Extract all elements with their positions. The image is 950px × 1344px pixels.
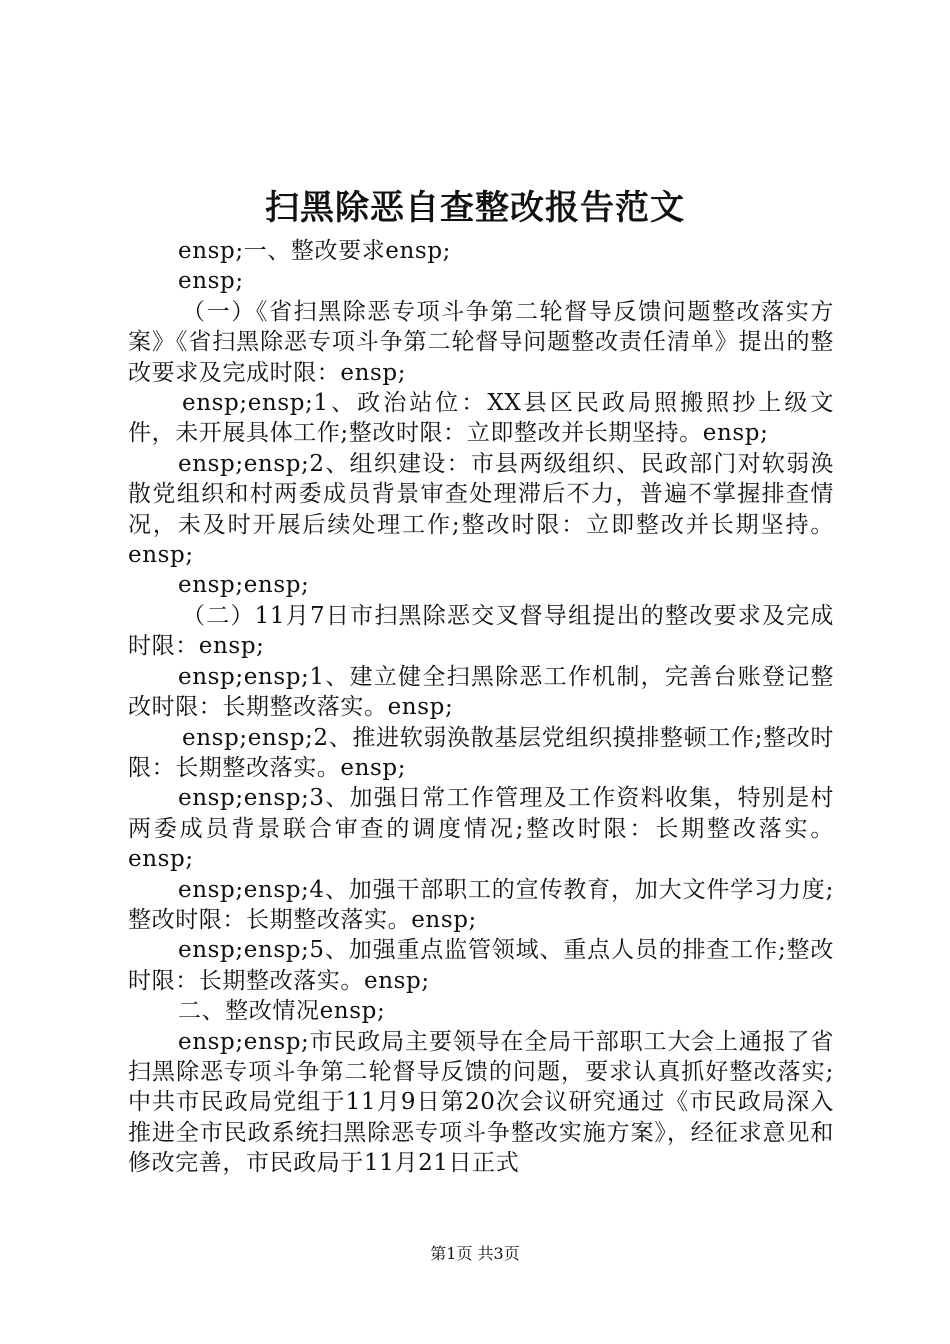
paragraph: ensp;ensp;4、加强干部职工的宣传教育，加大文件学习力度;整改时限：长期整改落实。ensp; xyxy=(128,876,834,933)
page-number-footer: 第1页 共3页 xyxy=(430,1244,520,1263)
paragraph: ensp; xyxy=(178,268,244,295)
paragraph: ensp;ensp;2、推进软弱涣散基层党组织摸排整顿工作;整改时限：长期整改落实。ensp; xyxy=(128,724,834,781)
paragraph: ensp;ensp;1、政治站位：XX县区民政局照搬照抄上级文件，未开展具体工作;整改时限：立即整改并长期坚持。ensp; xyxy=(128,390,834,447)
paragraph: ensp;一、整改要求ensp; xyxy=(178,238,451,264)
paragraph: ensp;ensp;5、加强重点监管领域、重点人员的排查工作;整改时限：长期整改落实。ensp; xyxy=(128,937,834,994)
section-heading: 二、整改情况ensp; xyxy=(178,998,386,1025)
paragraph: ensp;ensp;2、组织建设：市县两级组织、民政部门对软弱涣散党组织和村两委成员背景审查处理滞后不力，普遍不掌握排查情况，未及时开展后续处理工作;整改时限：立即整改并长期坚持。ensp; xyxy=(128,450,834,569)
paragraph: ensp;ensp;1、建立健全扫黑除恶工作机制，完善台账登记整改时限：长期整改落实。ensp; xyxy=(128,663,834,721)
document-title: 扫黑除恶自查整改报告范文 xyxy=(265,188,685,228)
paragraph: （一）《省扫黑除恶专项斗争第二轮督导反馈问题整改落实方案》《省扫黑除恶专项斗争第二轮督导问题整改责任清单》提出的整改要求及完成时限：ensp; xyxy=(128,298,834,386)
paragraph: （二）11月7日市扫黑除恶交叉督导组提出的整改要求及完成时限：ensp; xyxy=(128,602,834,660)
paragraph: ensp;ensp;3、加强日常工作管理及工作资料收集，特别是村两委成员背景联合审查的调度情况;整改时限：长期整改落实。ensp; xyxy=(128,785,834,873)
document-body xyxy=(128,236,834,1179)
paragraph: ensp;ensp; xyxy=(178,572,310,599)
paragraph: ensp;ensp;市民政局主要领导在全局干部职工大会上通报了省扫黑除恶专项斗争第二轮督导反馈的问题，要求认真抓好整改落实;中共市民政局党组于11月9日第20次会议研究通过《市民政局深入推进全市民政系统扫黑除恶专项斗争整改实施方案》，经征求意见和修改完善，市民政局于11月21日正式 xyxy=(128,1028,834,1177)
